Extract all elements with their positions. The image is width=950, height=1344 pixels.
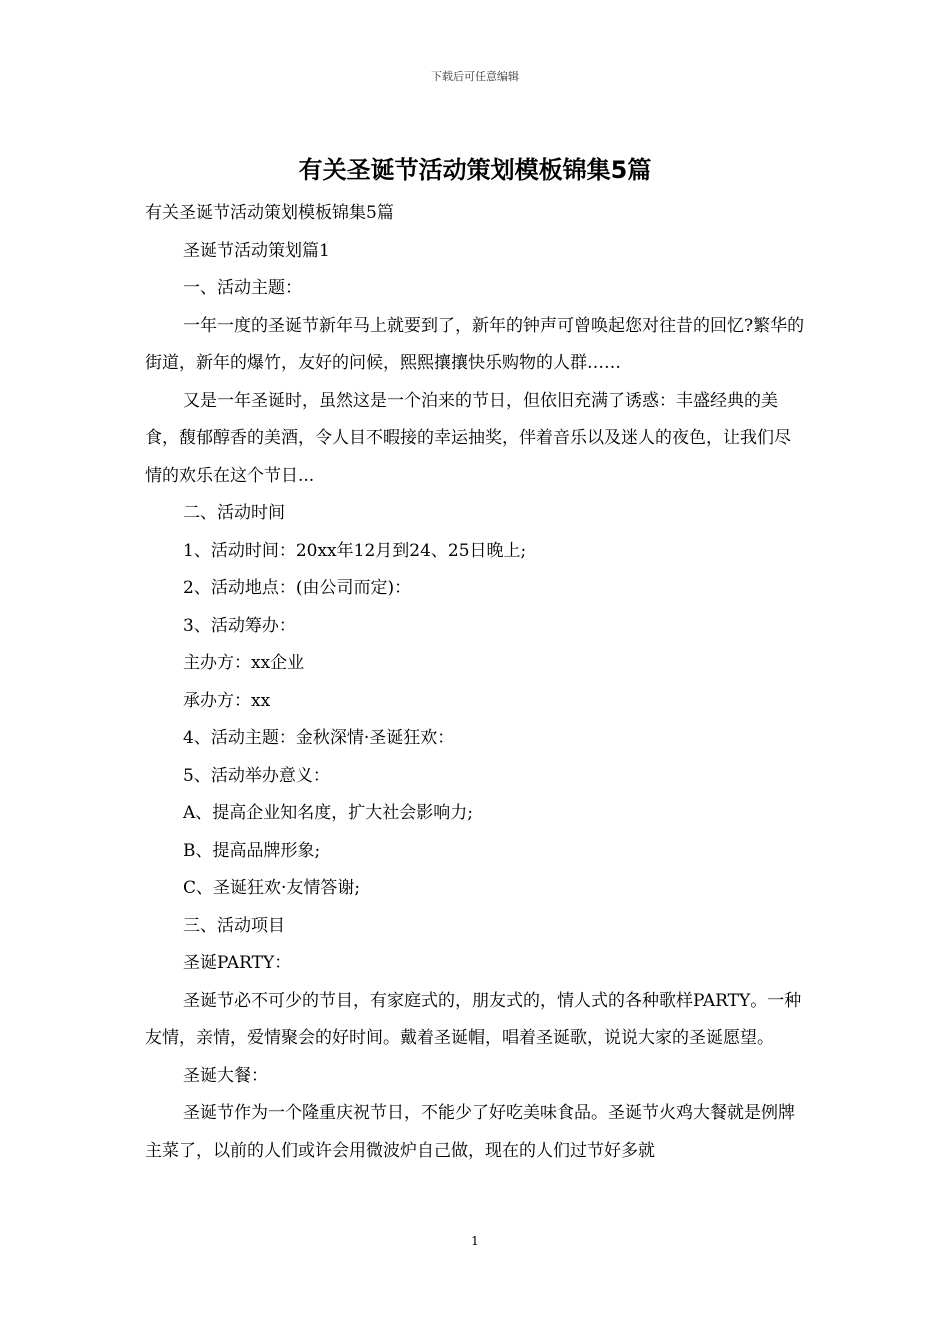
paragraph: 主办方：xx企业	[183, 653, 305, 673]
paragraph: 三、活动项目	[183, 915, 285, 936]
paragraph: 3、活动筹办：	[183, 615, 296, 636]
paragraph: 4、活动主题：金秋深情·圣诞狂欢：	[183, 728, 455, 748]
paragraph: 圣诞节作为一个隆重庆祝节日，不能少了好吃美味食品。圣诞节火鸡大餐就是例牌主菜了，以前的人们或许会用微波炉自己做，现在的人们过节好多就	[145, 1103, 795, 1161]
page-number: 1	[471, 1234, 479, 1248]
paragraph: 又是一年圣诞时，虽然这是一个泊来的节日，但依旧充满了诱惑：丰盛经典的美食，馥郁醇香的美酒，令人目不暇接的幸运抽奖，伴着音乐以及迷人的夜色，让我们尽情的欢乐在这个节日...	[145, 390, 791, 486]
document-body	[145, 195, 807, 1170]
paragraph: 2、活动地点：(由公司而定)：	[183, 578, 412, 598]
paragraph: C、圣诞狂欢·友情答谢;	[183, 878, 361, 898]
paragraph: 圣诞PARTY：	[183, 953, 292, 973]
paragraph: 圣诞大餐：	[183, 1065, 268, 1086]
paragraph: 有关圣诞节活动策划模板锦集5篇	[145, 203, 394, 223]
paragraph: 5、活动举办意义：	[183, 765, 330, 786]
paragraph: B、提高品牌形象;	[183, 840, 321, 861]
page-header-note: 下载后可任意编辑	[431, 70, 519, 83]
paragraph: 二、活动时间	[183, 503, 285, 523]
paragraph: 承办方：xx	[183, 690, 271, 711]
paragraph: A、提高企业知名度，扩大社会影响力;	[183, 803, 474, 823]
paragraph: 一、活动主题：	[183, 278, 302, 298]
paragraph: 一年一度的圣诞节新年马上就要到了，新年的钟声可曾唤起您对往昔的回忆?繁华的街道，新年的爆竹，友好的问候，熙熙攘攘快乐购物的人群……	[145, 315, 805, 373]
section-heading: 圣诞节活动策划篇1	[183, 240, 330, 261]
paragraph: 1、活动时间：20xx年12月到24、25日晚上;	[183, 540, 527, 561]
paragraph: 圣诞节必不可少的节目，有家庭式的，朋友式的，情人式的各种歌样PARTY。一种友情，亲情，爱情聚会的好时间。戴着圣诞帽，唱着圣诞歌，说说大家的圣诞愿望。	[145, 990, 802, 1048]
document-title: 有关圣诞节活动策划模板锦集5篇	[298, 156, 652, 184]
